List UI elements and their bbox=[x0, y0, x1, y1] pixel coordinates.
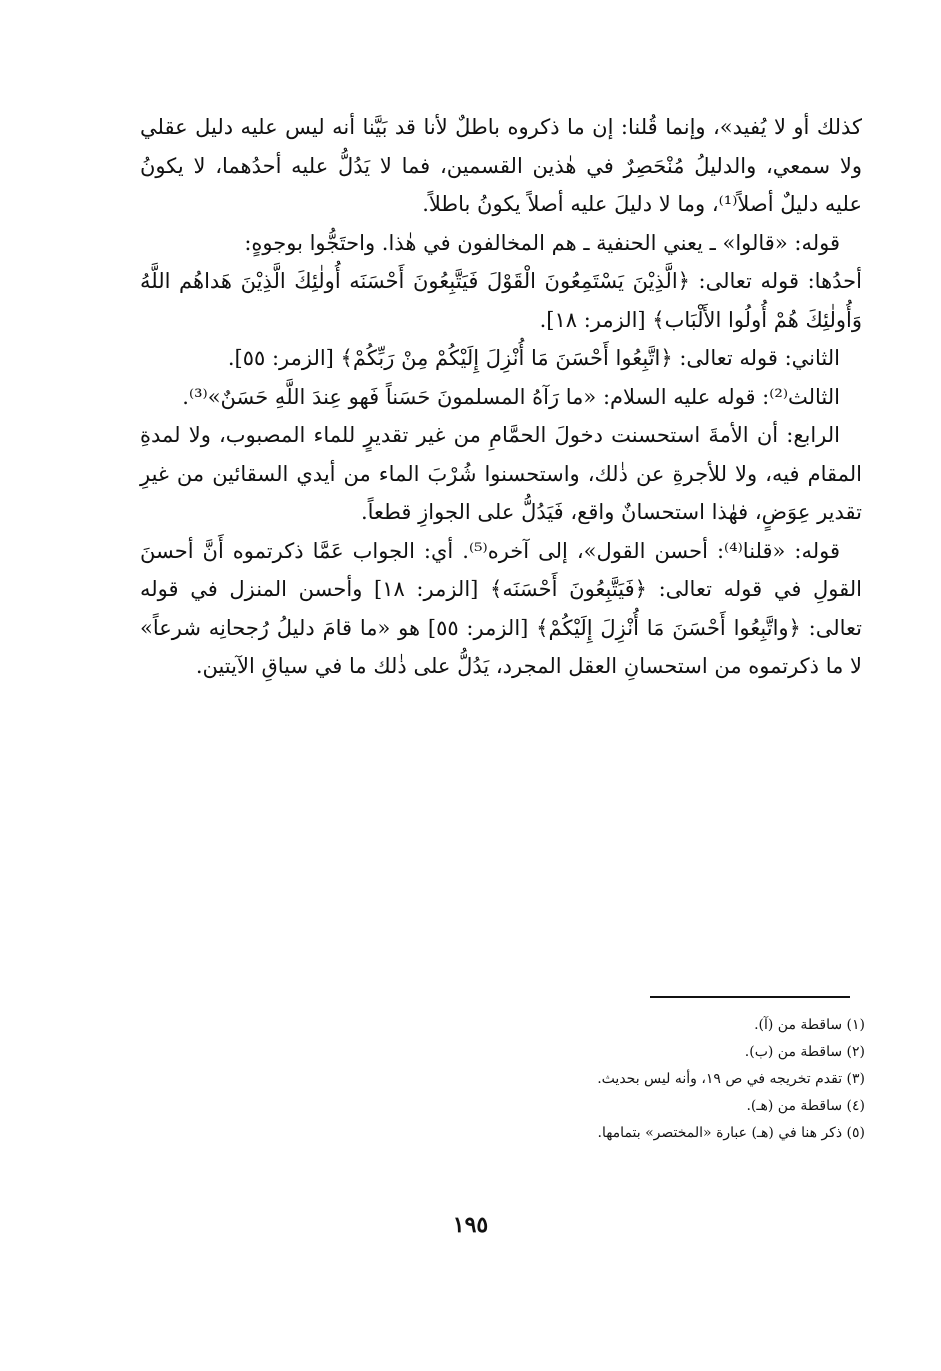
paragraph-7: قوله: «قلنا⁽⁴⁾: أحسن القول»، إلى آخره⁽⁵⁾. أي: الجواب عَمَّا ذكرتموه أَنَّ أحسنَ القولِ في قوله تعالى: ﴿فَيَتَّبِعُونَ أَحْسَنَه﴾ [الزمر: ١٨] وأحسن المنزل في قوله تعالى: ﴿واتَّبِعُوا أَحْسَنَ مَا أُنْزِلَ إِلَيْكُمْ﴾ [الزمر: ٥٥] هو «ما قامَ دليلُ رُجحانِه شرعاً» لا ما ذكرتموه من استحسانِ العقل المجرد، يَدُلُّ على ذٰلك ما في سياقِ الآيتين. bbox=[140, 538, 863, 678]
footnote-divider bbox=[650, 996, 850, 998]
paragraph-1: كذلك أو لا يُفيد»، وإنما قُلنا: إن ما ذكروه باطلٌ لأنا قد بَيَّنا أنه ليس عليه دليل عقلي ولا سمعي، والدليلُ مُنْحَصِرٌ في هٰذين القسمين، فما لا يَدُلُّ عليه أحدُهما، لا يكونُ عليه دليلٌ أصلاً⁽¹⁾، وما لا دليلَ عليه أصلاً يكونُ باطلاً. bbox=[140, 115, 862, 216]
paragraph-3: أحدُها: قوله تعالى: ﴿الَّذِيْنَ يَسْتَمِعُونَ الْقَوْلَ فَيَتَّبِعُونَ أَحْسَنَه أُولٰئِكَ الَّذِيْنَ هَداهُم اللَّهُ وَأُولٰئِكَ هُمْ أُولُوا الأَلْبَاب﴾ [الزمر: ١٨]. bbox=[140, 269, 862, 332]
footnotes bbox=[420, 1012, 865, 1147]
footnote-2: (٢) ساقطة من (ب). bbox=[744, 1044, 865, 1060]
page-number: ١٩٥ bbox=[452, 1212, 489, 1238]
paragraph-2: قوله: «قالوا» ـ يعني الحنفية ـ هم المخالفون في هٰذا. واحتَجُّوا بوجوهٍ: bbox=[244, 230, 840, 255]
paragraph-4: الثاني: قوله تعالى: ﴿اتَّبِعُوا أَحْسَنَ مَا أُنْزِلَ إِلَيْكُمْ مِنْ رَبِّكُمْ﴾ [الزمر: ٥٥]. bbox=[227, 346, 840, 370]
paragraph-5: الثالث⁽²⁾: قوله عليه السلام: «ما رَآهُ المسلمونَ حَسَناً فَهو عِندَ اللَّهِ حَسَنٌ»⁽³⁾. bbox=[182, 384, 840, 409]
footnote-5: (٥) ذكر هنا في (هـ) عبارة «المختصر» بتمامها. bbox=[597, 1125, 865, 1141]
footnote-1: (١) ساقطة من (آ). bbox=[754, 1017, 865, 1033]
paragraph-6: الرابع: أن الأمةَ استحسنت دخولَ الحمَّامِ من غير تقديرٍ للماء المصبوب، ولا لمدةِ المقام فيه، ولا للأجرةِ عن ذٰلك، واستحسنوا شُرْبَ الماء من أيدي السقائين من غيرِ تقدير عِوَضٍ، فهٰذا استحسانٌ واقع، فَيَدُلُّ على الجوازِ قطعاً. bbox=[140, 423, 862, 524]
footnote-3: (٣) تقدم تخريجه في ص ١٩، وأنه ليس بحديث. bbox=[597, 1071, 865, 1087]
main-text bbox=[140, 108, 862, 686]
footnote-4: (٤) ساقطة من (هـ). bbox=[746, 1098, 865, 1114]
